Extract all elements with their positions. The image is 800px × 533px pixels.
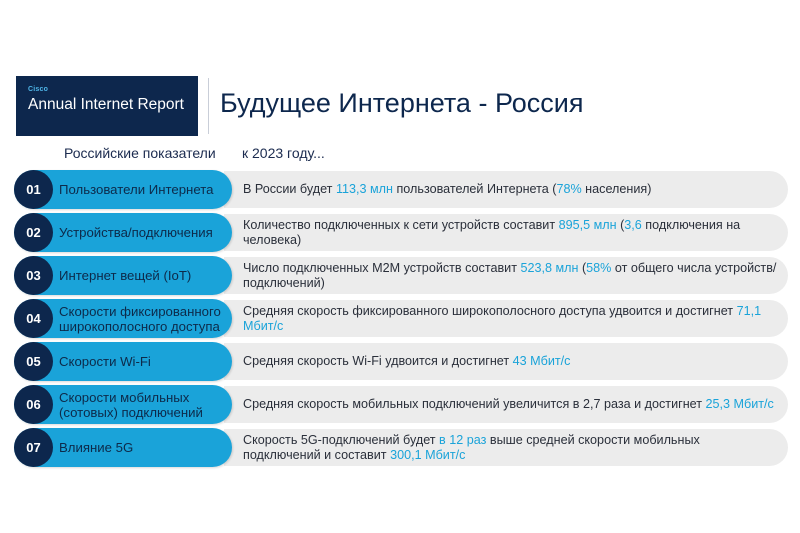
indicator-number-badge: 07 — [14, 428, 53, 467]
indicator-number-badge: 02 — [14, 213, 53, 252]
indicator-description — [243, 256, 778, 295]
indicator-label: Устройства/подключения — [59, 225, 213, 240]
column-header-forecast: к 2023 году... — [242, 145, 325, 161]
description-text: пользователей Интернета ( — [392, 182, 557, 196]
highlight-value: 25,3 Мбит/с — [705, 397, 774, 411]
indicator-number-badge: 06 — [14, 385, 53, 424]
description-text: Скорость 5G-подключений будет — [243, 432, 440, 447]
indicator-number-badge: 03 — [14, 256, 53, 295]
indicator-row — [14, 256, 788, 295]
indicator-pill — [14, 170, 232, 209]
indicator-pill — [14, 385, 232, 424]
logo-brand: Cisco — [28, 86, 49, 93]
indicator-number-badge: 01 — [14, 170, 53, 209]
column-header-indicators: Российские показатели — [64, 145, 216, 161]
indicator-pill — [14, 428, 232, 467]
indicator-row — [14, 342, 788, 381]
highlight-value: 523,8 млн — [520, 260, 579, 275]
indicator-label: Скорости фиксированного широкополосного доступа — [59, 303, 221, 334]
indicator-row — [14, 428, 788, 467]
indicator-description — [243, 342, 778, 381]
highlight-value: 113,3 млн — [335, 182, 393, 196]
description-text: от общего числа устройств/подключений) — [243, 260, 777, 290]
indicator-pill — [14, 213, 232, 252]
indicator-pill — [14, 299, 232, 338]
header-divider — [208, 78, 209, 134]
indicator-label: Влияние 5G — [59, 440, 134, 455]
indicator-description — [243, 428, 778, 467]
description-text: населения) — [581, 182, 652, 196]
indicator-row — [14, 299, 788, 338]
indicator-number-badge: 05 — [14, 342, 53, 381]
highlight-value: 78% — [556, 182, 582, 196]
highlight-value: 300,1 Мбит/с — [390, 447, 466, 462]
indicator-label: Интернет вещей (IoT) — [59, 268, 192, 283]
description-text: ( — [616, 217, 625, 232]
description-text: Средняя скорость Wi-Fi удвоится и достигнет — [243, 354, 513, 368]
description-text: Средняя скорость мобильных подключений увеличится в 2,7 раза и достигнет — [243, 397, 706, 411]
indicator-row — [14, 213, 788, 252]
highlight-value: в 12 раз — [439, 432, 487, 447]
indicator-label: Скорости Wi-Fi — [59, 354, 151, 369]
indicator-pill — [14, 342, 232, 381]
indicator-pill — [14, 256, 232, 295]
description-text: ( — [578, 260, 587, 275]
indicator-row — [14, 385, 788, 424]
indicator-description — [243, 385, 778, 424]
indicator-description — [243, 213, 778, 252]
indicator-label: Скорости мобильных (сотовых) подключений — [59, 389, 203, 420]
cisco-report-logo — [16, 76, 198, 136]
highlight-value: 3,6 — [624, 217, 642, 232]
logo-title: Annual Internet Report — [28, 96, 184, 113]
indicator-row — [14, 170, 788, 209]
indicator-description — [243, 299, 778, 338]
description-text: Количество подключенных к сети устройств составит — [243, 217, 559, 232]
description-text: Средняя скорость фиксированного широкополосного доступа удвоится и достигнет — [243, 303, 737, 318]
description-text: В России будет — [243, 182, 336, 196]
description-text: выше средней скорости мобильных подключений и составит — [243, 432, 700, 462]
indicator-description — [243, 170, 778, 209]
indicator-number-badge: 04 — [14, 299, 53, 338]
highlight-value: 71,1 Мбит/с — [243, 303, 762, 333]
description-text: Число подключенных M2M устройств составит — [243, 260, 521, 275]
highlight-value: 58% — [586, 260, 612, 275]
page-title: Будущее Интернета - Россия — [220, 88, 584, 118]
description-text: подключения на человека) — [243, 217, 741, 247]
highlight-value: 43 Мбит/с — [512, 354, 571, 368]
indicator-label: Пользователи Интернета — [59, 182, 214, 197]
highlight-value: 895,5 млн — [558, 217, 617, 232]
